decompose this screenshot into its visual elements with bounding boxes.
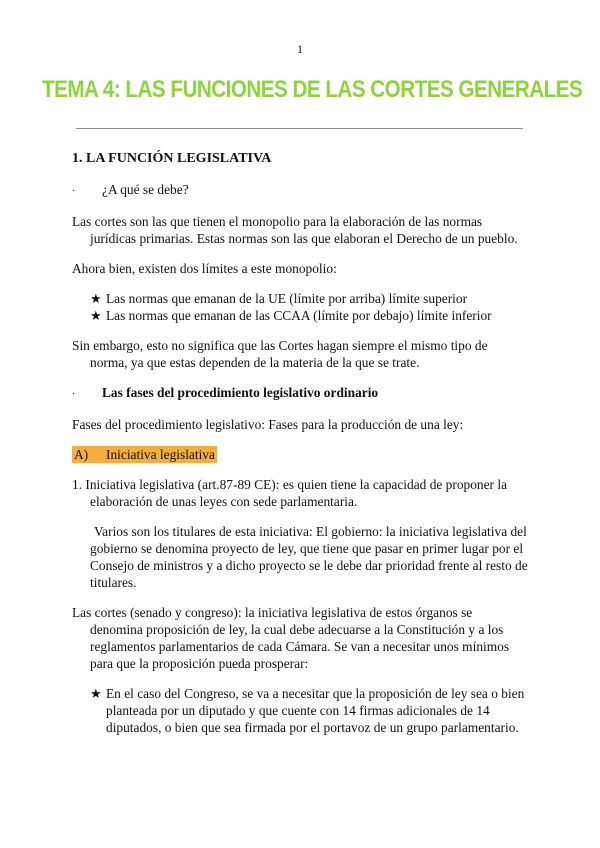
congreso-requirement: En el caso del Congreso, se va a necesitar que la proposición de ley sea o bien planteada por un diputado y que cuente con 14 firmas adicionales de 14 diputados, o bien que sea firmada por el portavoz de un grupo parlamentario. (106, 686, 525, 735)
section-heading: 1. LA FUNCIÓN LEGISLATIVA (72, 151, 272, 166)
bullet-dot-icon: · (72, 389, 76, 400)
fases-heading: Las fases del procedimiento legislativo ordinario (102, 385, 379, 400)
subsection-heading (72, 446, 528, 463)
page-number: 1 (297, 42, 303, 56)
subsection-letter: A) (74, 447, 89, 462)
list-item (90, 307, 528, 324)
star-bullet-icon: ★ (90, 291, 102, 306)
bullet-dot-icon: · (72, 186, 76, 197)
fases-bullet (72, 384, 528, 403)
question-text: ¿A qué se debe? (102, 182, 189, 197)
paragraph-fases: Fases del procedimiento legislativo: Fases para la producción de una ley: (72, 417, 464, 432)
document-body (72, 150, 528, 749)
limits-list (72, 290, 528, 324)
list-item (90, 290, 528, 307)
title-divider (76, 128, 523, 129)
page-title: TEMA 4: LAS FUNCIONES DE LAS CORTES GENERALES (42, 76, 583, 103)
paragraph-iniciativa: 1. Iniciativa legislativa (art.87-89 CE): es quien tiene la capacidad de proponer la elaboración de unas leyes con sede parlamentaria. (72, 477, 508, 509)
paragraph-monopolio: Las cortes son las que tienen el monopolio para la elaboración de las normas jurídicas primarias. Estas normas son las que elaboran el Derecho de un pueblo. (72, 214, 518, 246)
paragraph-titulares: Varios son los titulares de esta iniciativa: El gobierno: la iniciativa legislativa del gobierno se denomina proyecto de ley, que tiene que pasar en primer lugar por el Consejo de ministros y a dicho proyecto se le debe dar prioridad frente al resto de titulares. (90, 524, 528, 590)
paragraph-sin-embargo: Sin embargo, esto no significa que las Cortes hagan siempre el mismo tipo de norma, ya que estas dependen de la materia de la que se trate. (72, 338, 488, 370)
highlighted-subsection (72, 446, 217, 463)
star-bullet-icon: ★ (90, 686, 102, 701)
question-bullet (72, 181, 528, 200)
paragraph-cortes: Las cortes (senado y congreso): la iniciativa legislativa de estos órganos se denomina proposición de ley, la cual debe adecuarse a la Constitución y a los reglamentos parlamentarios de cada Cámara. Se van a necesitar unos mínimos para que la proposición pueda prosperar: (72, 605, 510, 671)
star-bullet-icon: ★ (90, 308, 102, 323)
paragraph-limites-intro: Ahora bien, existen dos límites a este monopolio: (72, 261, 337, 276)
limit-text-inferior: Las normas que emanan de las CCAA (límite por debajo) límite inferior (106, 308, 492, 323)
requirements-list (72, 685, 528, 736)
subsection-label: Iniciativa legislativa (106, 447, 215, 462)
limit-text-superior: Las normas que emanan de la UE (límite por arriba) límite superior (106, 291, 468, 306)
list-item (90, 685, 528, 736)
